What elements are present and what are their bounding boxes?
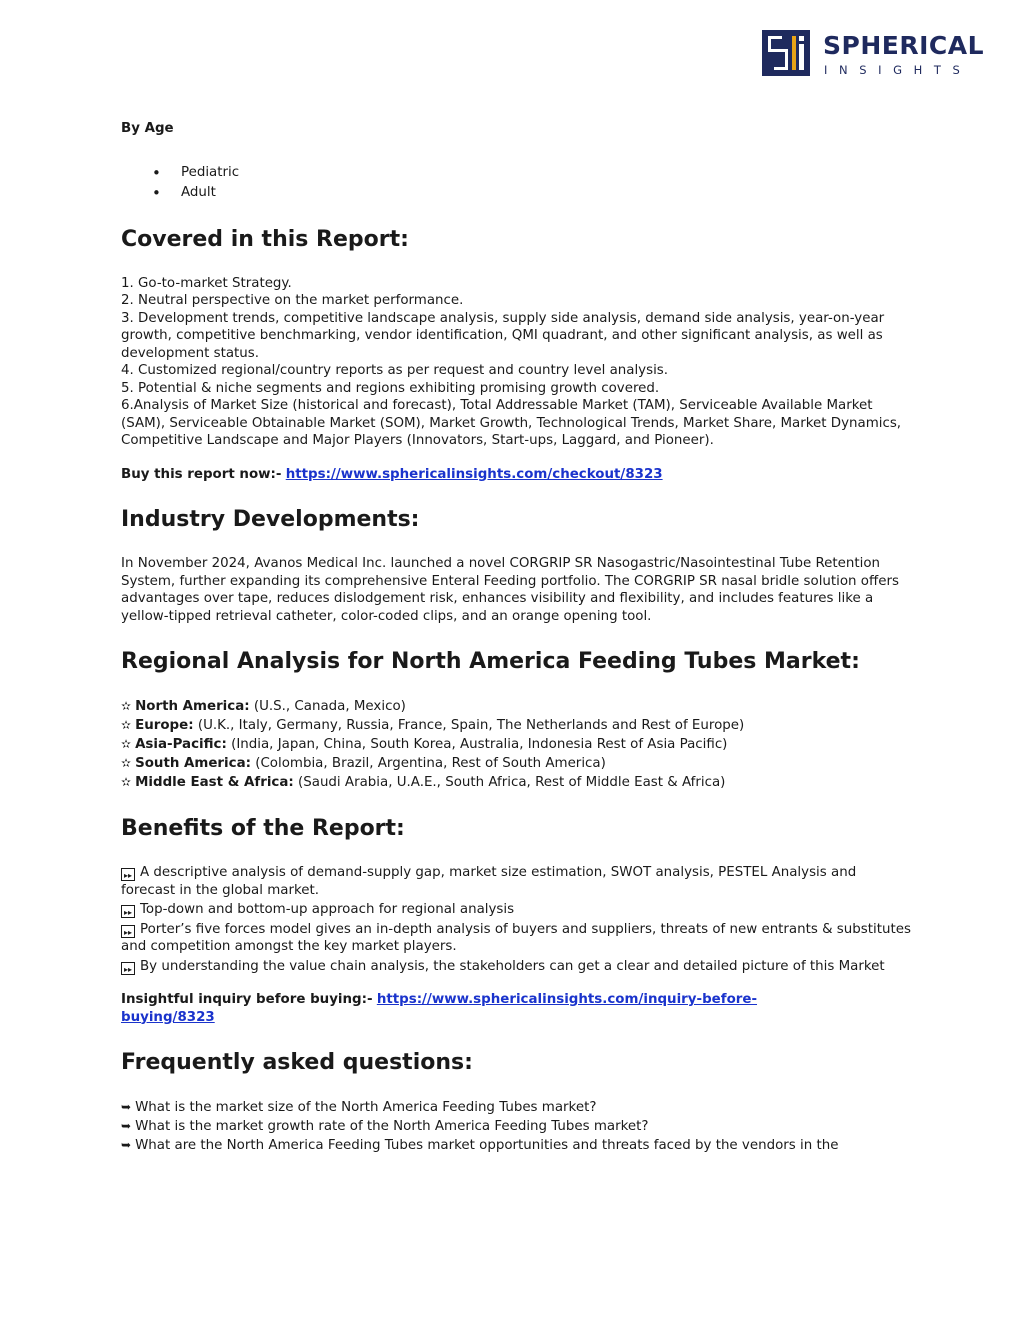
star-icon: ✫ [121,756,132,770]
faq-question: What are the North America Feeding Tubes market opportunities and threats faced by the vendors in the [135,1138,839,1153]
region-detail: (Saudi Arabia, U.A.E., South Africa, Rest of Middle East & Africa) [298,775,726,790]
brand-name: SPHERICAL [823,31,985,60]
benefits-heading: Benefits of the Report: [121,816,405,841]
buy-label: Buy this report now:- [121,466,282,482]
spherical-insights-logo-icon [762,30,810,76]
industry-text: In November 2024, Avanos Medical Inc. launched a novel CORGRIP SR Nasogastric/Nasointestinal Tube Retention System, further expanding its comprehensive Enteral Feeding portfolio. The CORGRIP SR nasal bridle solution offers advantages over tape, reduces dislodgement risk, enhances visibility and flexibility, and includes features like a yellow-tipped retrieval catheter, color-coded clips, and an orange opening tool. [121,556,899,624]
star-icon: ✫ [121,699,132,713]
list-item [121,1098,911,1117]
star-icon: ✫ [121,775,132,789]
list-item [121,716,911,735]
list-item [121,1136,911,1155]
faq-list [121,1098,911,1155]
faq-question: What is the market growth rate of the North America Feeding Tubes market? [135,1119,649,1134]
covered-list [121,275,911,450]
list-item [121,958,911,976]
covered-heading: Covered in this Report: [121,226,409,252]
covered-line: 3. Development trends, competitive landscape analysis, supply side analysis, demand side analysis, year-on-year growth, competitive benchmarking, vendor identification, QMI quadrant, and other significant analysis, as well as development status. [121,310,885,361]
star-icon: ✫ [121,737,132,751]
covered-line: 2. Neutral perspective on the market performance. [121,293,464,308]
faq-question: What is the market size of the North America Feeding Tubes market? [135,1100,597,1115]
industry-heading: Industry Developments: [121,507,420,532]
inquiry-line [121,991,911,1026]
buy-link[interactable]: https://www.sphericalinsights.com/checkout/8323 [285,466,663,482]
list-item [121,901,911,919]
arrow-right-icon: ➥ [121,1138,132,1152]
benefit-text: Porter’s five forces model gives an in-depth analysis of buyers and suppliers, threats of new entrants & substitutes and competition amongst the key market players. [121,921,911,954]
fast-forward-icon: ▸▸ [121,925,135,938]
list-item [121,735,911,754]
benefit-text: Top-down and bottom-up approach for regional analysis [140,902,515,917]
region-name: Asia-Pacific: [135,737,227,752]
list-item [121,697,911,716]
list-item [121,773,911,792]
arrow-right-icon: ➥ [121,1119,132,1133]
benefits-list [121,864,911,975]
covered-line: 5. Potential & niche segments and regions exhibiting promising growth covered. [121,380,660,396]
benefit-text: By understanding the value chain analysis, the stakeholders can get a clear and detailed picture of this Market [140,958,885,974]
regional-list [121,697,911,792]
fast-forward-icon: ▸▸ [121,962,135,975]
list-item [121,921,911,956]
region-detail: (U.S., Canada, Mexico) [253,699,406,714]
inquiry-label: Insightful inquiry before buying:- [121,992,373,1007]
fast-forward-icon: ▸▸ [121,868,135,881]
document-body [121,120,911,1155]
by-age-heading: By Age [121,121,174,136]
region-detail: (U.K., Italy, Germany, Russia, France, Spain, The Netherlands and Rest of Europe) [197,718,745,733]
inquiry-link-continued[interactable]: buying/8323 [121,1009,215,1025]
covered-line: 1. Go-to-market Strategy. [121,275,292,291]
buy-line [121,466,911,484]
list-item [121,864,911,899]
brand-tagline: INSIGHTS [824,63,972,77]
fast-forward-icon: ▸▸ [121,905,135,918]
star-icon: ✫ [121,718,132,732]
by-age-list [121,163,911,203]
faq-heading: Frequently asked questions: [121,1050,473,1075]
region-detail: (India, Japan, China, South Korea, Australia, Indonesia Rest of Asia Pacific) [231,737,728,752]
benefit-text: A descriptive analysis of demand-supply gap, market size estimation, SWOT analysis, PESTEL Analysis and forecast in the global market. [121,865,857,898]
covered-line: 4. Customized regional/country reports as per request and country level analysis. [121,363,669,378]
covered-line: 6.Analysis of Market Size (historical and forecast), Total Addressable Market (TAM), Serviceable Available Market (SAM), Serviceable Obtainable Market (SOM), Market Growth, Technological Trends, Market Share, Market Dynamics, Competitive Landscape and Major Players (Innovators, Start-ups, Laggard, and Pioneer). [121,398,902,448]
arrow-right-icon: ➥ [121,1100,132,1114]
list-item: • Adult [121,183,911,203]
region-name: South America: [135,756,251,771]
region-name: North America: [135,699,250,714]
region-name: Middle East & Africa: [135,775,294,790]
region-name: Europe: [135,718,194,733]
list-item [121,1117,911,1136]
list-item [121,754,911,773]
brand-logo [762,30,985,78]
list-item: • Pediatric [121,163,911,183]
region-detail: (Colombia, Brazil, Argentina, Rest of South America) [255,756,606,771]
regional-heading: Regional Analysis for North America Feeding Tubes Market: [121,649,860,674]
inquiry-link[interactable]: https://www.sphericalinsights.com/inquiry-before- [376,992,758,1007]
